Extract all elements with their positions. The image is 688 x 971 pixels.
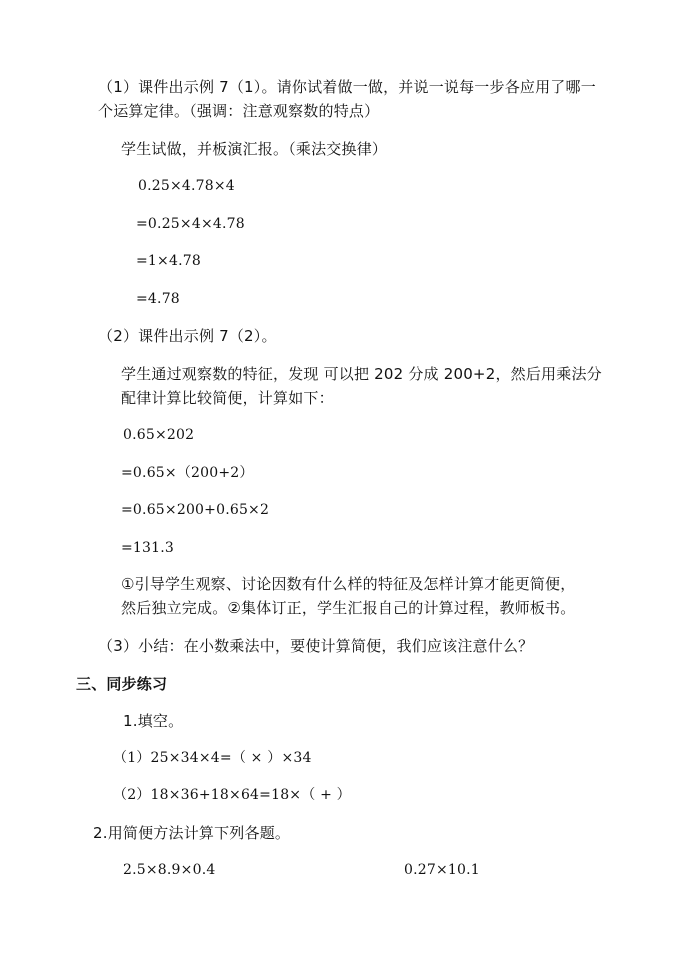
section-heading-practice: 三、同步练习: [76, 675, 168, 693]
question-1-title: 1.填空。: [123, 712, 184, 730]
example-1-step-2: =0.25×4×4.78: [136, 216, 245, 232]
example-2-description-line-2: 配律计算比较简便，计算如下：: [121, 389, 334, 407]
example-1-instruction-line-2: 个运算定律。（强调：注意观察数的特点）: [98, 102, 380, 120]
example-2-step-3: =0.65×200+0.65×2: [121, 502, 270, 518]
example-2-title: （2）课件出示例 7（2）。: [98, 327, 277, 345]
example-1-step-1: 0.25×4.78×4: [138, 178, 235, 194]
example-2-step-1: 0.65×202: [123, 427, 195, 443]
example-1-instruction-line-1: （1）课件出示例 7（1）。请你试着做一做，并说一说每一步各应用了哪一: [98, 78, 596, 96]
question-2-item-1: 2.5×8.9×0.4: [123, 862, 216, 878]
summary-question: （3）小结：在小数乘法中，要使计算简便，我们应该注意什么？: [98, 637, 534, 655]
question-2-title: 2.用简便方法计算下列各题。: [93, 824, 291, 842]
example-2-step-2: =0.65×（200+2）: [121, 465, 254, 481]
example-1-report: 学生试做，并板演汇报。（乘法交换律）: [121, 140, 388, 158]
question-1-item-2: （2）18×36+18×64=18×（ + ）: [113, 787, 351, 803]
guidance-line-1: ①引导学生观察、讨论因数有什么样的特征及怎样计算才能更简便，: [121, 575, 576, 593]
guidance-line-2: 然后独立完成。②集体订正，学生汇报自己的计算过程，教师板书。: [121, 599, 576, 617]
example-2-description-line-1: 学生通过观察数的特征，发现 可以把 202 分成 200+2，然后用乘法分: [121, 365, 602, 383]
question-2-item-2: 0.27×10.1: [404, 862, 480, 878]
example-1-step-3: =1×4.78: [136, 253, 201, 269]
example-1-step-4: =4.78: [136, 291, 180, 307]
example-2-step-4: =131.3: [121, 540, 175, 556]
question-1-item-1: （1）25×34×4=（ × ）×34: [113, 750, 312, 766]
